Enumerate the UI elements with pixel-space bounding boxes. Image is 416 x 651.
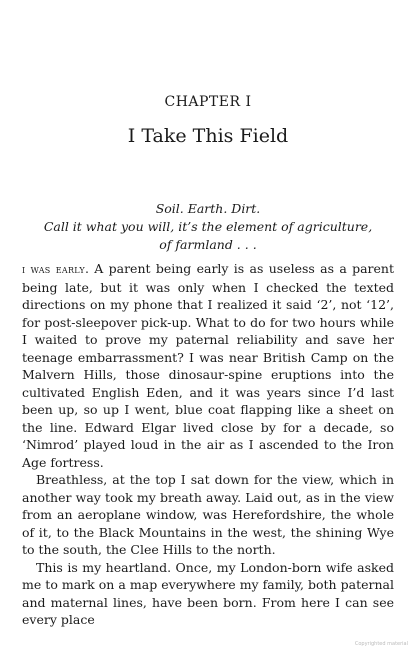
- chapter-label: CHAPTER I: [164, 94, 252, 110]
- body-text: [22, 260, 394, 629]
- chapter-title: I Take This Field: [127, 125, 289, 147]
- paragraph-3: This is my heartland. Once, my London-born wife asked me to mark on a map everywhere my family, both paternal and maternal lines, have been born. From here I can see every place: [22, 559, 394, 627]
- paragraph-1: [22, 260, 394, 471]
- epigraph-line-1: Soil. Earth. Dirt.: [155, 201, 261, 216]
- paragraph-1-text: . A parent being early is as useless as a parent being late, but it was only when I checked the texted directions on my phone that I realized it said ‘2’, not ‘12’, for post-sleepover pick-up. What to do for two hours while I waited to prove my paternal reliability and save her teenage embarrassment? I was near British Camp on the Malvern Hills, those dinosaur-spine eruptions into the cultivated English Eden, and it was years since I’d last been up, so up I went, blue coat flapping like a sheet on the line. Edward Elgar lived close by for a decade, so ‘Nimrod’ played loud in the air as I ascended to the Iron Age fortress.: [22, 261, 395, 470]
- epigraph-line-2: Call it what you will, it’s the element of agriculture, of farmland . . .: [43, 219, 373, 252]
- epigraph: [40, 200, 376, 254]
- copyright-watermark: Copyrighted material: [354, 641, 408, 647]
- paragraph-1-lead: i was early: [22, 263, 85, 276]
- paragraph-2: Breathless, at the top I sat down for the view, which in another way took my breath away. Laid out, as in the view from an aeroplane window, was Herefordshire, the whole of it, to the Black Mountains in the west, the shining Wye to the south, the Clee Hills to the north.: [22, 472, 394, 557]
